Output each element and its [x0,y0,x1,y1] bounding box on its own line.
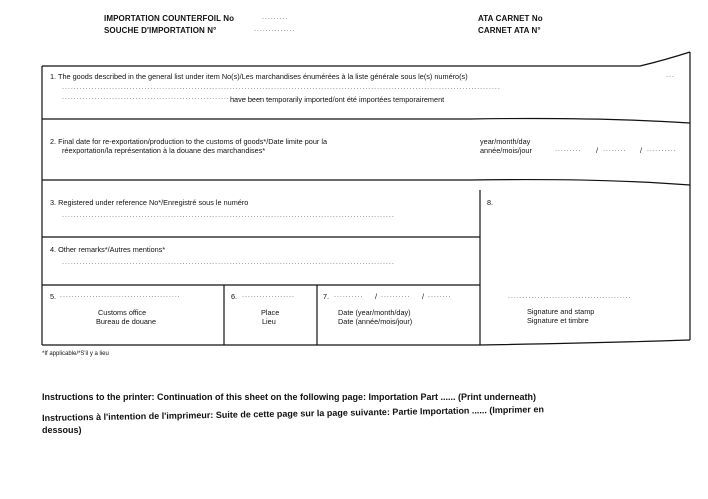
box7-slash-1: / [375,292,378,301]
counterfoil-number-dots: ......... [262,14,289,21]
box5-dotted-line[interactable]: ......................................... [60,292,181,299]
box7-label-en: Date (year/month/day) [338,308,411,317]
box2-date-en: year/month/day [480,137,531,146]
box1-dotted-line: ..................................................................................................................................................... [62,84,501,91]
box7-slash-2: / [422,292,425,301]
box2-label-line1: 2. Final date for re-exportation/production to the customs of goods*/Date limite pour la [50,137,328,146]
box8-label-en: Signature and stamp [527,307,595,316]
counterfoil-number-dots-fr: .............. [254,26,296,33]
box6-label-en: Place [261,308,280,317]
footnote: *If applicable/*S'il y a lieu [42,351,109,357]
box7-date-field-3[interactable]: ........ [428,292,452,299]
box1-end-dots: ... [666,72,675,79]
carnet-title-en: ATA CARNET No [478,14,543,23]
box6-dotted-line[interactable]: .................. [242,292,296,299]
box7-label-fr: Date (année/mois/jour) [338,317,413,326]
box3-label: 3. Registered under reference No*/Enregistré sous le numéro [50,198,249,207]
box2-date-field[interactable]: ......... [555,146,582,153]
carnet-title-fr: CARNET ATA N° [478,26,541,35]
box2-date-field-2[interactable]: ........ [603,146,627,153]
box8-number: 8. [487,198,494,207]
box3-dotted-line[interactable]: ................................................................................................................. [62,212,395,219]
box4-dotted-line[interactable]: ................................................................................................................. [62,259,395,266]
printer-instructions-fr-cont: dessous) [42,425,82,435]
printer-instructions-en: Instructions to the printer: Continuation of this sheet on the following page: Importation Part ...... (Print underneath) [42,392,536,402]
counterfoil-title-en: IMPORTATION COUNTERFOIL No [104,14,235,23]
printer-instructions-fr: Instructions à l'intention de l'imprimeur: Suite de cette page sur la page suivante: Partie Importation ...... (Imprimer en [42,404,544,423]
box2-date-slash-2: / [640,146,643,155]
box7-date-field-2[interactable]: .......... [381,292,411,299]
box2-label-line2: réexportation/la représentation à la douane des marchandises* [62,146,266,155]
box6-label-fr: Lieu [262,317,276,326]
box1-label: 1. The goods described in the general list under item No(s)/Les marchandises énumérées à la liste générale sous le(s) numéro(s) [50,72,468,81]
box8-label-fr: Signature et timbre [527,316,589,325]
counterfoil-title-fr: SOUCHE D'IMPORTATION N° [104,26,217,35]
box5-label-fr: Bureau de douane [96,317,157,326]
box2-date-slash-1: / [596,146,599,155]
box7-number: 7. [323,292,330,301]
box5-number: 5. [50,292,57,301]
box2-date-field-3[interactable]: .......... [647,146,677,153]
box2-date-fr: année/mois/jour [480,146,532,155]
box8-signature-line[interactable]: .......................................... [508,293,632,300]
box1-text2: have been temporarily imported/ont été importées temporairement [230,95,445,104]
box5-label-en: Customs office [98,308,147,317]
box1-dotted-line-2: ....................................................................... [62,94,272,101]
box7-date-field-1[interactable]: .......... [334,292,364,299]
box4-label: 4. Other remarks*/Autres mentions* [50,245,166,254]
box6-number: 6. [231,292,238,301]
